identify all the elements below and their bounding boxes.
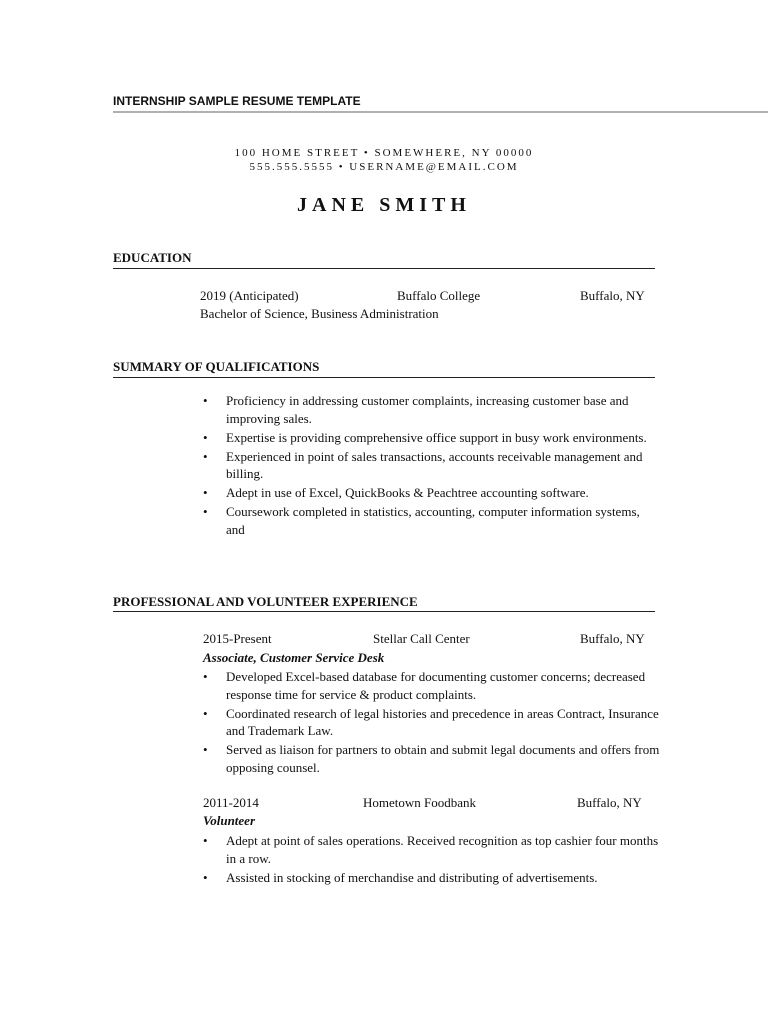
job-location: Buffalo, NY: [580, 631, 645, 646]
document-title: INTERNSHIP SAMPLE RESUME TEMPLATE: [113, 94, 361, 108]
bullet-icon: •: [203, 669, 208, 684]
job-title: Associate, Customer Service Desk: [203, 650, 385, 665]
education-date: 2019 (Anticipated): [200, 288, 299, 303]
bullet-icon: •: [203, 504, 208, 519]
list-item: • Expertise is providing comprehensive office support in busy work environments.: [203, 429, 647, 445]
job-duties-list: [200, 668, 660, 778]
contact-phone-email: 555.555.5555 • USERNAME@EMAIL.COM: [249, 161, 519, 173]
bullet-icon: •: [203, 869, 208, 885]
bullet-icon: •: [203, 705, 208, 721]
list-item: • Coordinated research of legal histories and precedence in areas Contract, Insurance and Trademark Law.: [203, 705, 659, 738]
education-divider: [113, 268, 655, 269]
experience-heading: PROFESSIONAL AND VOLUNTEER EXPERIENCE: [113, 594, 418, 609]
summary-divider: [113, 377, 655, 378]
list-item: • Served as liaison for partners to obtain and submit legal documents and offers from opposing counsel.: [203, 742, 660, 775]
education-location: Buffalo, NY: [580, 288, 645, 303]
job-dates: 2011-2014: [203, 795, 259, 810]
list-item: • Adept at point of sales operations. Received recognition as top cashier four months in a row.: [203, 833, 659, 866]
education-school: Buffalo College: [397, 288, 481, 303]
list-item: • Coursework completed in statistics, accounting, computer information systems, and: [203, 504, 640, 537]
header-divider: [113, 111, 768, 113]
candidate-name: JANE SMITH: [297, 194, 471, 216]
job-location: Buffalo, NY: [577, 795, 642, 810]
bullet-icon: •: [203, 448, 208, 464]
list-item: • Assisted in stocking of merchandise and distributing of advertisements.: [203, 869, 598, 885]
list-item: • Proficiency in addressing customer complaints, increasing customer base and improving sales.: [203, 393, 629, 426]
summary-heading: SUMMARY OF QUALIFICATIONS: [113, 359, 320, 374]
education-degree: Bachelor of Science, Business Administration: [200, 306, 439, 321]
list-item: • Experienced in point of sales transactions, accounts receivable management and billing.: [203, 448, 643, 481]
job-title: Volunteer: [203, 813, 256, 828]
job-employer: Stellar Call Center: [373, 631, 470, 646]
list-item: • Adept in use of Excel, QuickBooks & Peachtree accounting software.: [203, 485, 589, 500]
job-employer: Hometown Foodbank: [363, 795, 477, 810]
contact-address: 100 HOME STREET • SOMEWHERE, NY 00000: [234, 147, 534, 159]
bullet-icon: •: [203, 485, 208, 500]
job-dates: 2015-Present: [203, 631, 272, 646]
education-heading: EDUCATION: [113, 250, 192, 265]
bullet-icon: •: [203, 393, 208, 408]
bullet-icon: •: [203, 742, 208, 757]
experience-divider: [113, 611, 655, 612]
bullet-icon: •: [203, 833, 208, 848]
bullet-icon: •: [203, 429, 208, 445]
job-duties-list: [200, 832, 660, 888]
summary-list: [200, 392, 660, 540]
list-item: • Developed Excel-based database for documenting customer concerns; decreased response time for service & product complaints.: [203, 669, 646, 702]
